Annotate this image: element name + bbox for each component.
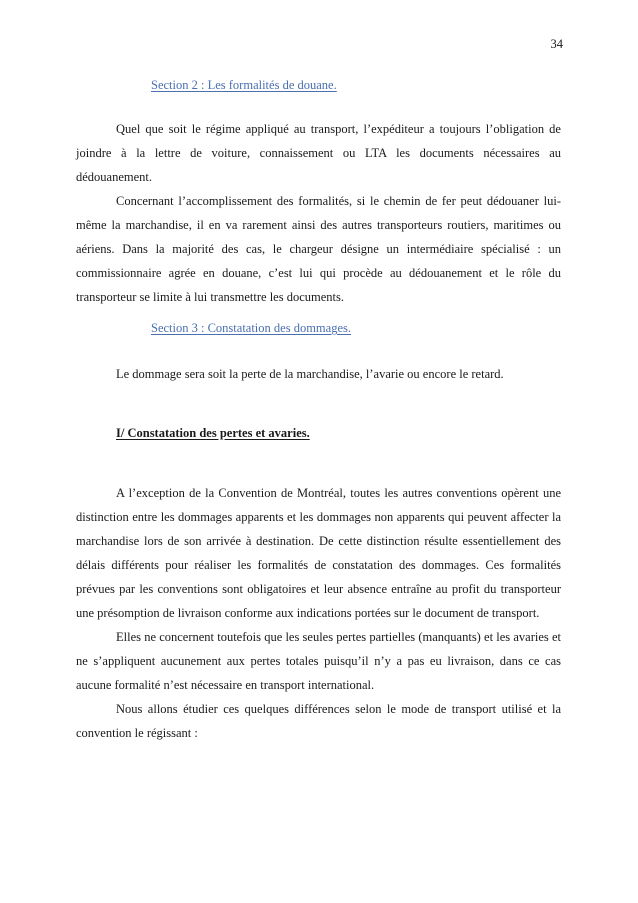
section-2-paragraph-1: Quel que soit le régime appliqué au transport, l’expéditeur a toujours l’obligation de joindre à la lettre de voiture, connaissement ou LTA les documents nécessaires au dédouanement. [76, 122, 561, 184]
subsection-1-paragraph-3: Nous allons étudier ces quelques différences selon le mode de transport utilisé et la convention le régissant : [76, 702, 561, 740]
subsection-1-paragraph-1: A l’exception de la Convention de Montréal, toutes les autres conventions opèrent une distinction entre les dommages apparents et les dommages non apparents qui peuvent affecter la marchandise lors de son arrivée à destination. De cette distinction résulte essentiellement des délais différents pour réaliser les formalités de constatation des dommages. Ces formalités prévues par les conventions sont obligatoires et leur absence entraîne au profit du transporteur une présomption de livraison conforme aux indications portées sur le document de transport. [76, 486, 561, 620]
section-2-paragraph-2: Concernant l’accomplissement des formalités, si le chemin de fer peut dédouaner lui-même la marchandise, il en va rarement ainsi des autres transporteurs routiers, maritimes ou aériens. Dans la majorité des cas, le chargeur désigne un intermédiaire spécialisé : un commissionnaire agrée en douane, c’est lui qui procède au dédouanement et le rôle du transporteur se limite à lui transmettre les documents. [76, 194, 561, 304]
page-number: 34 [550, 37, 563, 51]
section-3-intro: Le dommage sera soit la perte de la marchandise, l’avarie ou encore le retard. [116, 367, 504, 381]
section-2-heading: Section 2 : Les formalités de douane. [151, 78, 337, 92]
section-2-body [76, 117, 561, 309]
subsection-1-heading: I/ Constatation des pertes et avaries. [116, 426, 310, 440]
section-3-heading: Section 3 : Constatation des dommages. [151, 321, 351, 335]
subsection-1-body [76, 481, 561, 745]
subsection-1-paragraph-2: Elles ne concernent toutefois que les seules pertes partielles (manquants) et les avaries et ne s’appliquent aucunement aux pertes totales puisqu’il n’y a pas eu livraison, dans ce cas aucune formalité n’est nécessaire en transport international. [76, 630, 561, 692]
